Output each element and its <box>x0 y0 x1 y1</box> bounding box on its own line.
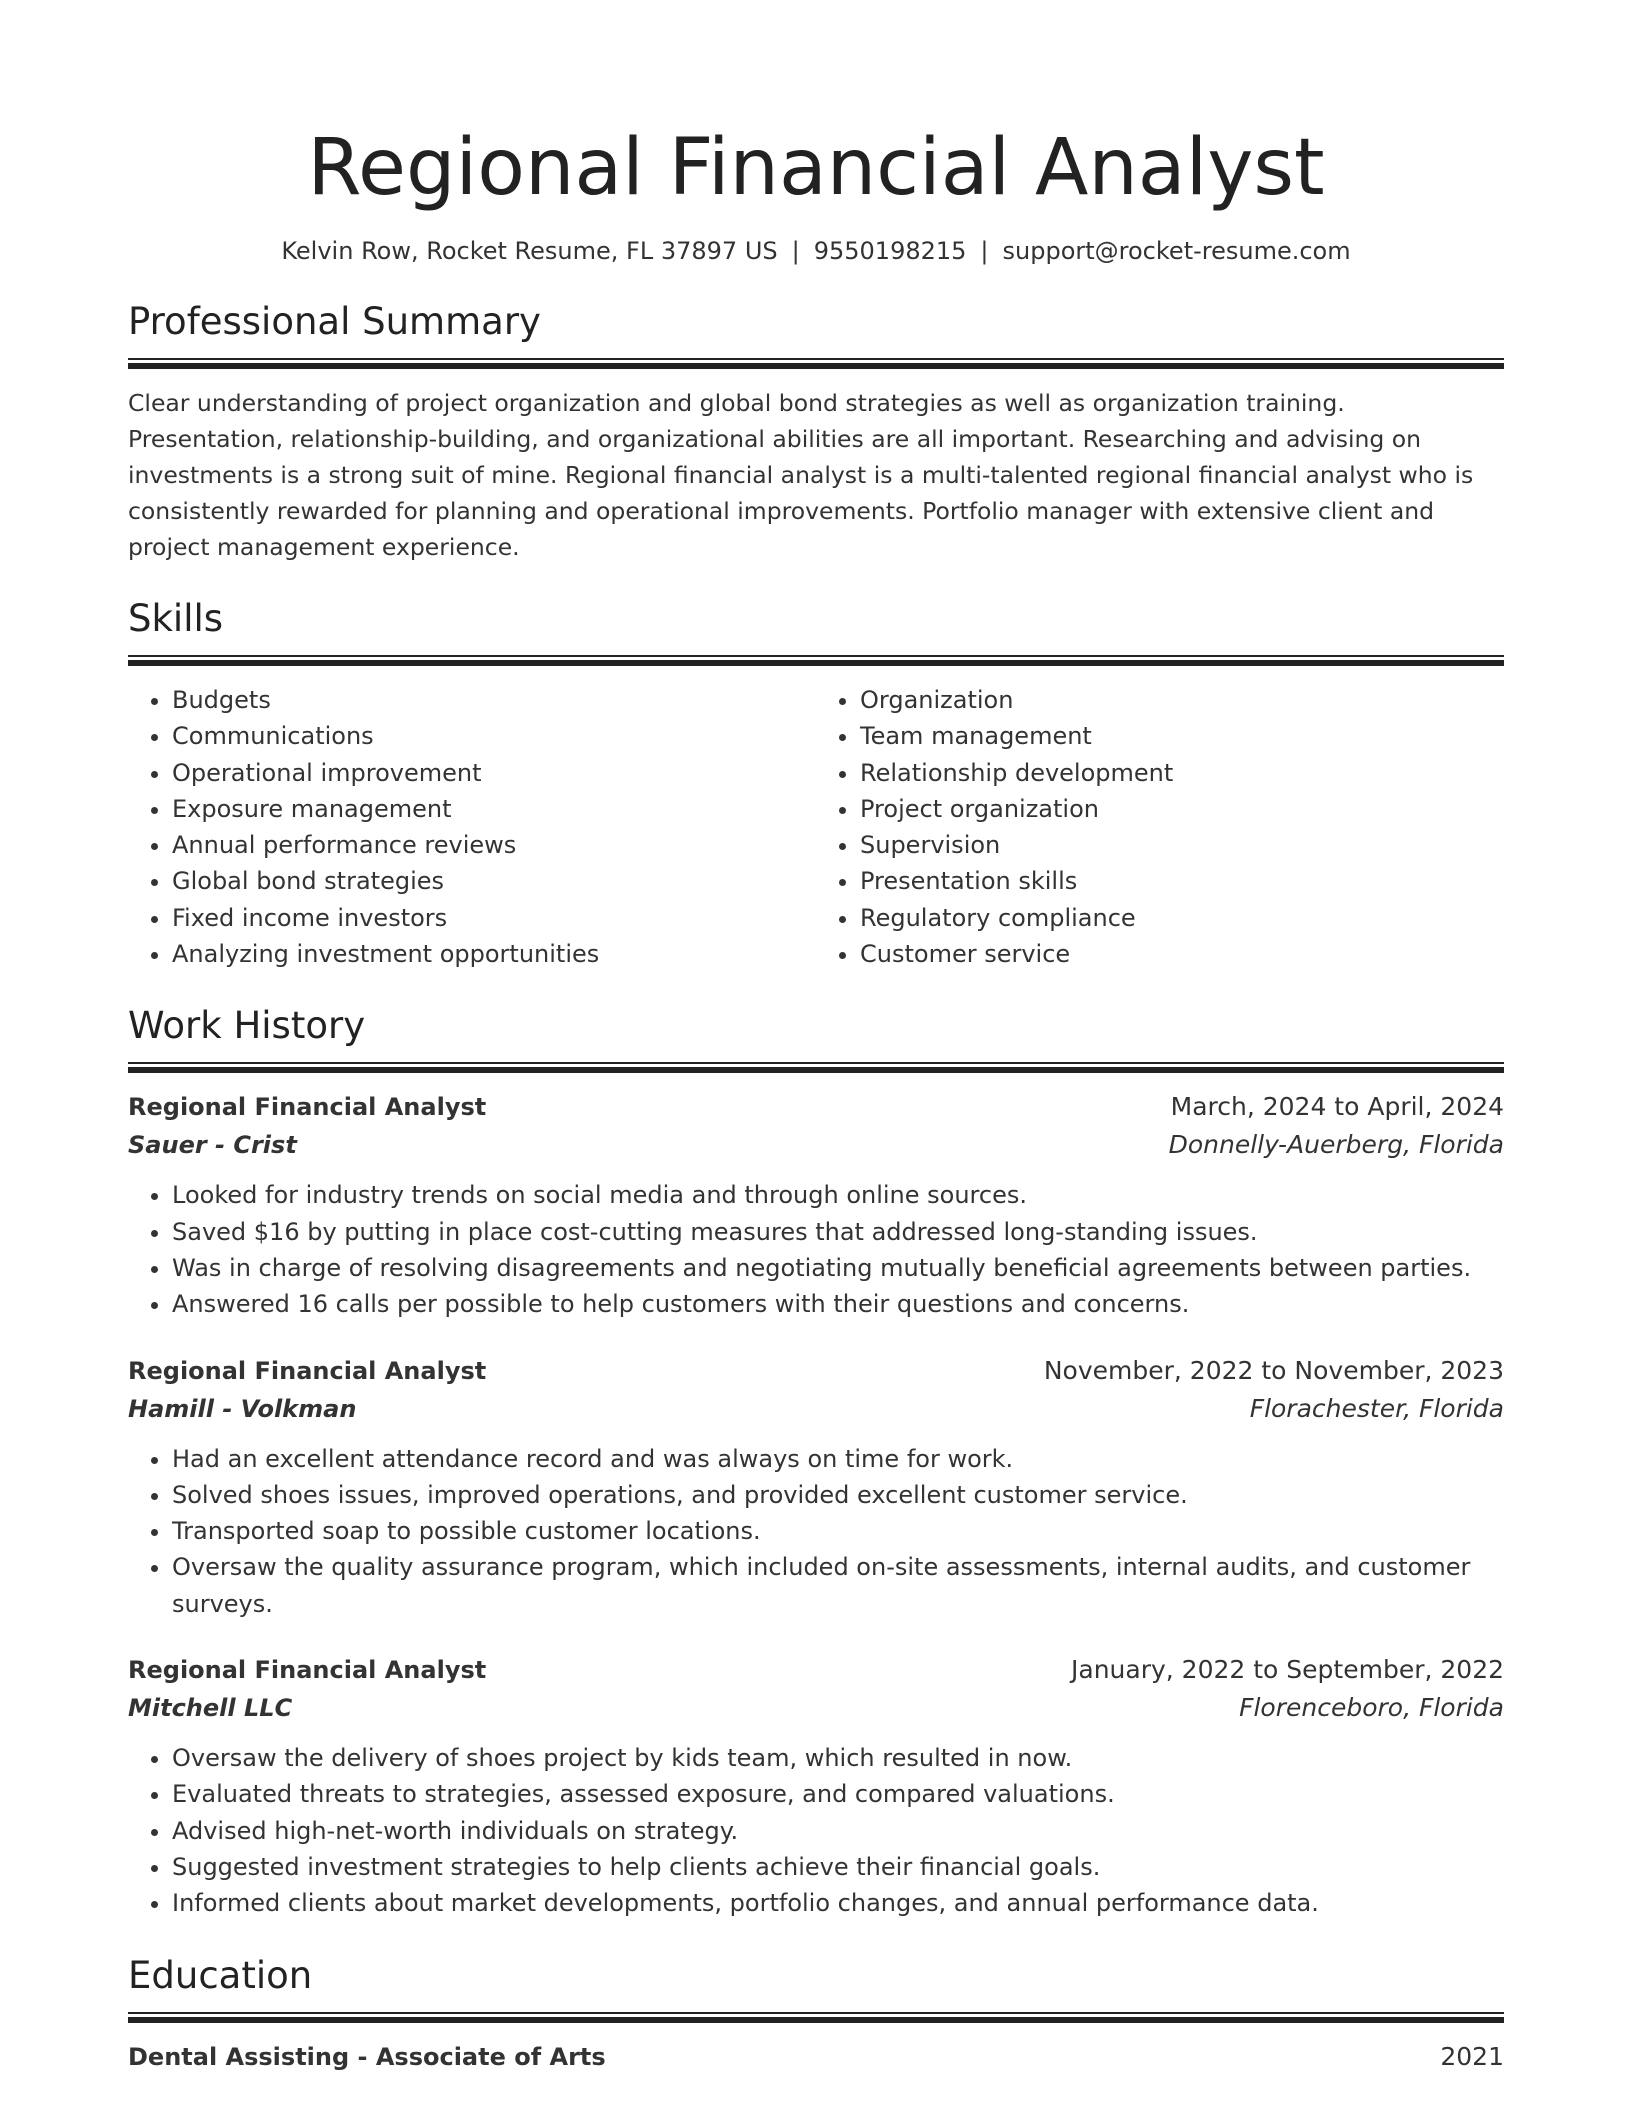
skill-item: • Communications <box>172 718 816 754</box>
contact-email: support@rocket-resume.com <box>1002 237 1351 265</box>
job-company-row <box>128 1688 1504 1728</box>
skills-list-right <box>816 682 1504 972</box>
skills-columns <box>128 682 1504 972</box>
section-title: Work History <box>128 1004 366 1048</box>
skill-item: • Presentation skills <box>860 863 1504 899</box>
contact-phone: 9550198215 <box>813 237 967 265</box>
job-bullet: • Oversaw the delivery of shoes project by kids team, which resulted in now. <box>172 1740 1504 1776</box>
skill-item: • Budgets <box>172 682 816 718</box>
job-bullet: • Had an excellent attendance record and was always on time for work. <box>172 1441 1504 1477</box>
section-divider <box>128 655 1504 666</box>
job-header-row <box>128 1353 1504 1389</box>
job-bullet: • Transported soap to possible customer locations. <box>172 1513 1504 1549</box>
job-entry <box>128 1089 1504 1322</box>
summary-section <box>128 298 1504 565</box>
job-bullets <box>128 1740 1504 1921</box>
education-degree: Dental Assisting - Associate of Arts <box>128 2042 606 2071</box>
job-company: Mitchell LLC <box>128 1694 293 1723</box>
job-dates: March, 2024 to April, 2024 <box>1170 1092 1504 1122</box>
skills-section <box>128 595 1504 972</box>
job-dates: November, 2022 to November, 2023 <box>1043 1355 1504 1385</box>
section-divider <box>128 2012 1504 2023</box>
skill-item: • Annual performance reviews <box>172 827 816 863</box>
skill-item: • Organization <box>860 682 1504 718</box>
job-bullet: • Was in charge of resolving disagreements and negotiating mutually beneficial agreements between parties. <box>172 1250 1504 1286</box>
contact-address: Kelvin Row, Rocket Resume, FL 37897 US <box>281 237 778 265</box>
job-bullet: • Solved shoes issues, improved operations, and provided excellent customer service. <box>172 1477 1504 1513</box>
skill-item: • Customer service <box>860 936 1504 972</box>
job-bullets <box>128 1441 1504 1622</box>
skill-item: • Fixed income investors <box>172 900 816 936</box>
job-title: Regional Financial Analyst <box>128 1656 487 1685</box>
job-bullet: • Suggested investment strategies to help clients achieve their financial goals. <box>172 1849 1504 1885</box>
job-entry <box>128 1652 1504 1921</box>
skill-item: • Regulatory compliance <box>860 900 1504 936</box>
skill-item: • Relationship development <box>860 755 1504 791</box>
section-divider <box>128 358 1504 369</box>
section-divider <box>128 1062 1504 1073</box>
job-title: Regional Financial Analyst <box>128 1356 487 1385</box>
job-company-row <box>128 1125 1504 1165</box>
job-bullets <box>128 1177 1504 1322</box>
section-title: Professional Summary <box>128 300 541 343</box>
job-bullet: • Looked for industry trends on social media and through online sources. <box>172 1177 1504 1213</box>
job-header-row <box>128 1652 1504 1688</box>
contact-separator: | <box>791 237 800 265</box>
work-history-section <box>128 1002 1504 1921</box>
job-company: Hamill - Volkman <box>128 1394 357 1423</box>
job-bullet: • Saved $16 by putting in place cost-cutting measures that addressed long-standing issues. <box>172 1214 1504 1250</box>
summary-text: Clear understanding of project organization and global bond strategies as well as organization training. Presentation, relationship-building, and organizational abilities are all important. Researching and advising on investments is a strong suit of mine. Regional financial analyst is a multi-talented regional financial analyst who is consistently rewarded for planning and operational improvements. Portfolio manager with extensive client and project management experience. <box>128 389 1474 561</box>
skill-item: • Global bond strategies <box>172 863 816 899</box>
contact-separator: | <box>980 237 989 265</box>
job-location: Florachester, Florida <box>1249 1393 1504 1423</box>
contact-line <box>128 234 1504 268</box>
education-year: 2021 <box>1440 2041 1504 2071</box>
job-bullet: • Answered 16 calls per possible to help customers with their questions and concerns. <box>172 1286 1504 1322</box>
skill-item: • Supervision <box>860 827 1504 863</box>
job-company: Sauer - Crist <box>128 1131 297 1160</box>
job-bullet: • Informed clients about market developments, portfolio changes, and annual performance data. <box>172 1885 1504 1921</box>
section-title: Education <box>128 1953 313 1997</box>
job-location: Donnelly-Auerberg, Florida <box>1168 1130 1504 1160</box>
job-title: Regional Financial Analyst <box>128 1093 487 1122</box>
skill-item: • Team management <box>860 718 1504 754</box>
skill-item: • Project organization <box>860 791 1504 827</box>
education-section <box>128 1952 1504 2075</box>
job-entry <box>128 1353 1504 1622</box>
job-bullet: • Oversaw the quality assurance program, which included on-site assessments, internal audits, and customer surveys. <box>172 1549 1504 1622</box>
job-company-row <box>128 1389 1504 1429</box>
section-title: Skills <box>128 597 224 640</box>
skill-item: • Operational improvement <box>172 755 816 791</box>
job-header-row <box>128 1089 1504 1125</box>
skill-item: • Exposure management <box>172 791 816 827</box>
candidate-name: Regional Financial Analyst <box>307 123 1325 213</box>
education-row <box>128 2039 1504 2075</box>
job-location: Florenceboro, Florida <box>1239 1693 1504 1723</box>
job-dates: January, 2022 to September, 2022 <box>1071 1655 1504 1685</box>
job-bullet: • Evaluated threats to strategies, assessed exposure, and compared valuations. <box>172 1776 1504 1812</box>
skills-list-left <box>128 682 816 972</box>
job-bullet: • Advised high-net-worth individuals on strategy. <box>172 1813 1504 1849</box>
skill-item: • Analyzing investment opportunities <box>172 936 816 972</box>
